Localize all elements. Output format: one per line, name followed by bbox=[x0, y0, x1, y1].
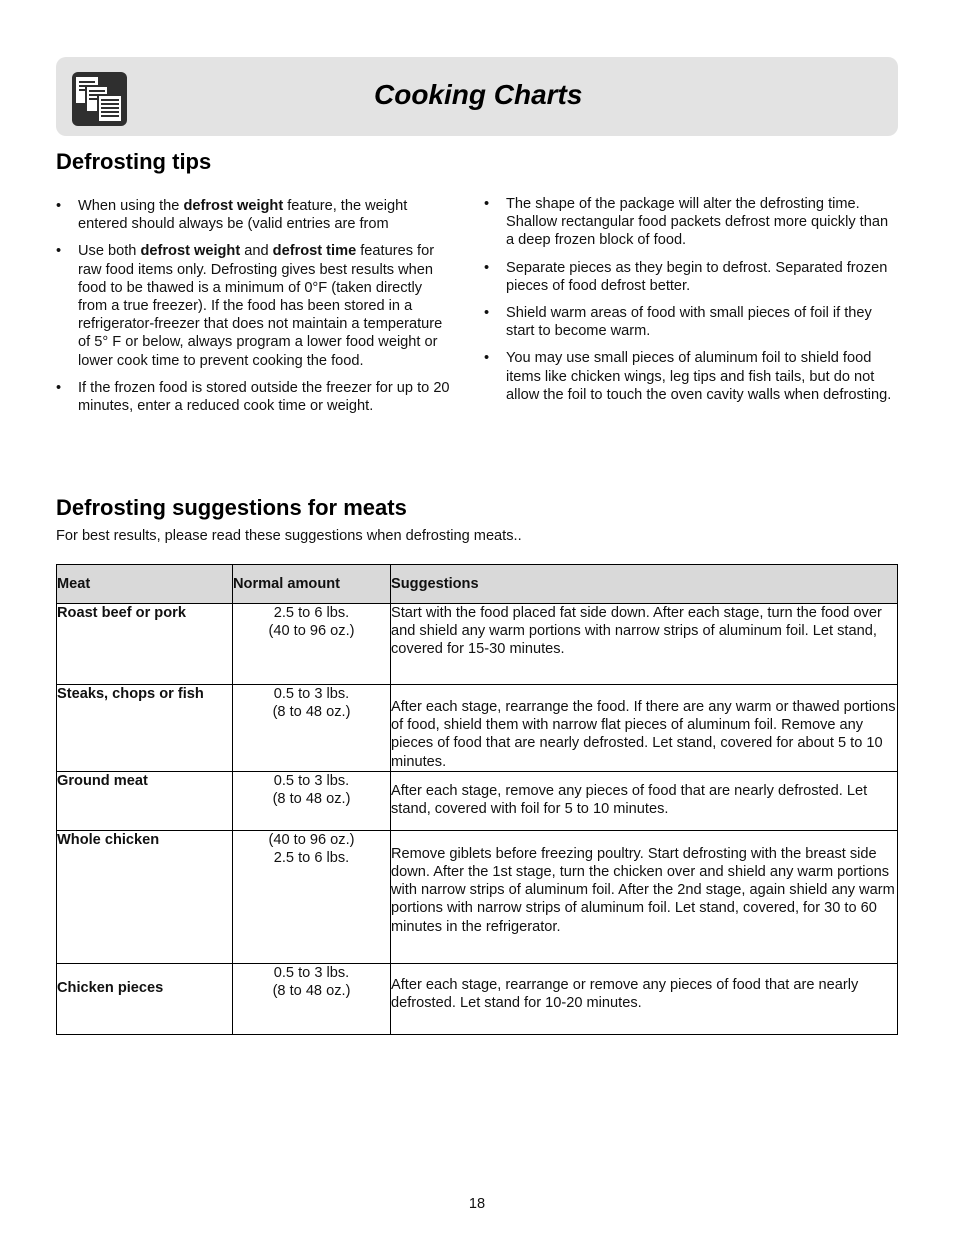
amount-cell bbox=[233, 963, 391, 1034]
defrosting-tips-heading: Defrosting tips bbox=[56, 149, 212, 174]
defrosting-meats-table bbox=[56, 564, 898, 1035]
cooking-charts-icon bbox=[72, 72, 127, 126]
document-stack-icon bbox=[72, 72, 127, 126]
tip-text: If the frozen food is stored outside the freezer for up to 20 minutes, enter a reduced cook time or weight. bbox=[78, 379, 450, 415]
column-header-suggestions: Suggestions bbox=[391, 565, 898, 604]
table-row bbox=[57, 771, 898, 830]
header-bar bbox=[56, 57, 898, 136]
meat-cell: Ground meat bbox=[57, 771, 233, 830]
tip-text: When using the bbox=[78, 198, 184, 214]
amount-line: (40 to 96 oz.) bbox=[268, 831, 355, 848]
suggestion-cell: Remove giblets before freezing poultry. Start defrosting with the breast side down. After the 1st stage, turn the chicken over and shield any warm portions with narrow strips of aluminum foil. After the 2nd stage, again shield any warm portions with narrow strips of aluminum foil. Let stand, covered, for 30 to 60 minutes in the refrigerator. bbox=[391, 830, 898, 963]
tip-item bbox=[56, 197, 451, 233]
tip-bold-term: defrost weight bbox=[183, 198, 284, 214]
amount-cell bbox=[233, 685, 391, 772]
suggestion-cell: Start with the food placed fat side down. After each stage, turn the food over and shield any warm portions with narrow strips of aluminum foil. Let stand, covered for 15-30 minutes. bbox=[391, 604, 898, 685]
amount-line: (8 to 48 oz.) bbox=[272, 704, 351, 721]
suggestion-cell: After each stage, remove any pieces of food that are nearly defrosted. Let stand, covered with foil for 5 to 10 minutes. bbox=[391, 771, 898, 830]
tip-bold-term: defrost time bbox=[272, 243, 357, 260]
amount-cell bbox=[233, 771, 391, 830]
tip-item bbox=[56, 379, 451, 415]
tip-item: • You may use small pieces of aluminum foil to shield food items like chicken wings, leg tips and fish tails, but do not allow the foil to touch the oven cavity walls when defrosting. bbox=[484, 349, 898, 404]
table-header-row bbox=[57, 565, 898, 604]
tips-right-column bbox=[484, 195, 898, 413]
amount-line: (8 to 48 oz.) bbox=[272, 983, 351, 1000]
page-title: Cooking Charts bbox=[374, 79, 583, 110]
amount-line: (40 to 96 oz.) bbox=[268, 623, 355, 640]
tip-text: features for raw food items only. Defrosting gives best results when food to be thawed is a minimum of 0°F (taken directly from a true freezer). If the food has been stored in a refrigerator-freezer that does not maintain a temperature of 5° F or below, always program a lower food weight or lower cook time to prevent cooking the food. bbox=[78, 243, 443, 369]
table-row bbox=[57, 830, 898, 963]
suggestion-cell: After each stage, rearrange or remove any pieces of food that are nearly defrosted. Let stand for 10-20 minutes. bbox=[391, 963, 898, 1034]
amount-line: 2.5 to 6 lbs. bbox=[273, 605, 350, 621]
amount-line: (8 to 48 oz.) bbox=[272, 791, 351, 808]
table-row bbox=[57, 685, 898, 772]
amount-cell bbox=[233, 604, 391, 685]
tip-bold-term: defrost weight bbox=[140, 243, 241, 260]
meat-cell: Steaks, chops or fish bbox=[57, 685, 233, 772]
amount-cell bbox=[233, 830, 391, 963]
meats-intro: For best results, please read these suggestions when defrosting meats.. bbox=[56, 528, 522, 544]
table-row bbox=[57, 963, 898, 1034]
meat-cell: Roast beef or pork bbox=[57, 604, 233, 685]
tip-text: feature, the weight entered should always be (valid entries are from bbox=[78, 198, 408, 233]
meat-cell: Chicken pieces bbox=[57, 963, 233, 1034]
tip-item: • Shield warm areas of food with small pieces of foil if they start to become warm. bbox=[484, 304, 898, 340]
tip-item: • Separate pieces as they begin to defrost. Separated frozen pieces of food defrost better. bbox=[484, 259, 898, 295]
tip-item: • The shape of the package will alter the defrosting time. Shallow rectangular food packets defrost more quickly than a deep frozen block of food. bbox=[484, 195, 898, 250]
suggestion-cell: After each stage, rearrange the food. If there are any warm or thawed portions of food, shield them with narrow flat pieces of aluminum foil. Remove any pieces of food that are nearly defrosted. Let stand, covered for about 5 to 10 minutes. bbox=[391, 685, 898, 772]
amount-line: 0.5 to 3 lbs. bbox=[273, 964, 350, 981]
amount-line: 0.5 to 3 lbs. bbox=[273, 772, 350, 789]
amount-line: 0.5 to 3 lbs. bbox=[273, 686, 350, 702]
table-row bbox=[57, 604, 898, 685]
tips-left-column bbox=[56, 197, 451, 424]
meat-cell: Whole chicken bbox=[57, 830, 233, 963]
tip-item bbox=[56, 242, 451, 369]
column-header-meat: Meat bbox=[57, 565, 233, 604]
meats-heading: Defrosting suggestions for meats bbox=[56, 495, 407, 520]
tip-text: Use both bbox=[78, 243, 141, 260]
tip-text: and bbox=[240, 243, 273, 260]
column-header-amount: Normal amount bbox=[233, 565, 391, 604]
page-number: 18 bbox=[468, 1196, 486, 1212]
amount-line: 2.5 to 6 lbs. bbox=[273, 850, 350, 867]
